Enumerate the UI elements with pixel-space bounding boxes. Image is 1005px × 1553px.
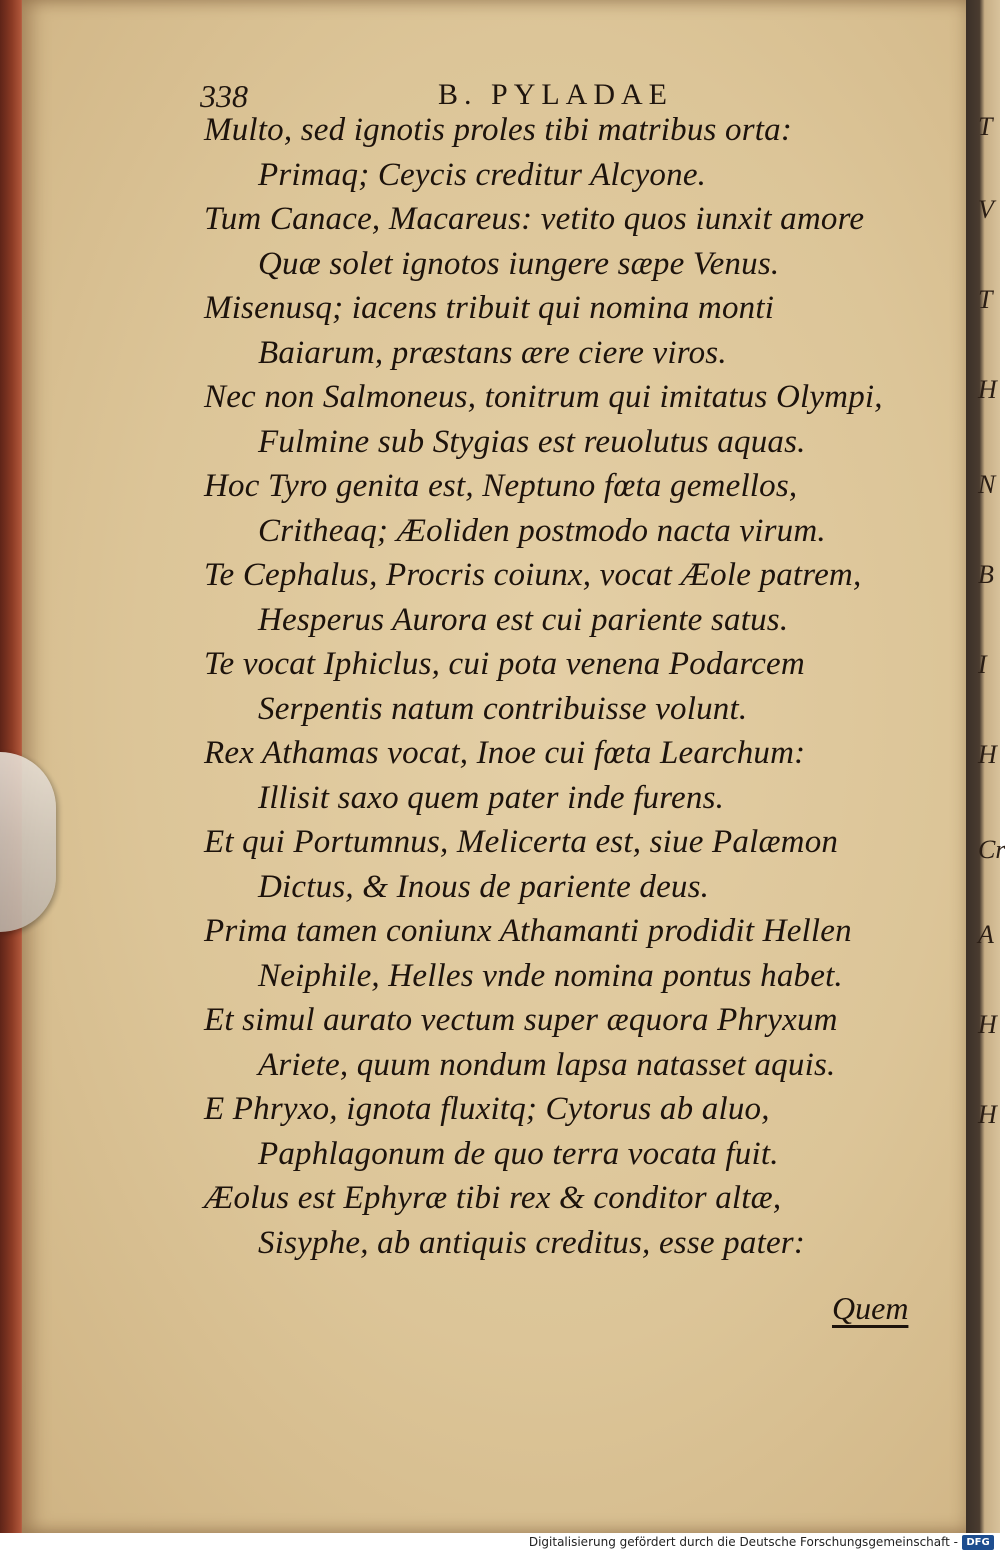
verse-line: Illisit saxo quem pater inde furens. xyxy=(258,779,725,816)
verse-line: Critheaq; Æoliden postmodo nacta virum. xyxy=(258,512,826,549)
running-head: B. PYLADAE xyxy=(438,78,674,111)
footer-bar xyxy=(0,1533,1000,1553)
verse-line: Baiarum, præstans ære ciere viros. xyxy=(258,334,727,371)
facing-page-glyph: I xyxy=(978,650,987,679)
verse-line: Fulmine sub Stygias est reuolutus aquas. xyxy=(258,423,806,460)
verse-line: Nec non Salmoneus, tonitrum qui imitatus Olympi, xyxy=(204,379,883,415)
verse-line: Prima tamen coniunx Athamanti prodidit Hellen xyxy=(204,913,852,949)
verse-line: Multo, sed ignotis proles tibi matribus orta: xyxy=(204,112,793,148)
verse-line: Sisyphe, ab antiquis creditus, esse pater: xyxy=(258,1224,806,1261)
verse-line: Neiphile, Helles vnde nomina pontus habet. xyxy=(258,957,843,994)
verse-line: Hesperus Aurora est cui pariente satus. xyxy=(258,601,789,638)
verse-line: Quæ solet ignotos iungere sæpe Venus. xyxy=(258,245,780,282)
verse-line: Rex Athamas vocat, Inoe cui fœta Learchum: xyxy=(204,735,806,771)
verse-line: E Phryxo, ignota fluxitq; Cytorus ab aluo, xyxy=(204,1091,770,1127)
verse-line: Misenusq; iacens tribuit qui nomina monti xyxy=(204,290,775,326)
facing-page-glyph: H xyxy=(978,1010,997,1039)
verse-line: Serpentis natum contribuisse volunt. xyxy=(258,690,748,727)
facing-page-glyph: T xyxy=(978,285,993,314)
verse-line: Tum Canace, Macareus: vetito quos iunxit amore xyxy=(204,201,865,237)
verse-line: Hoc Tyro genita est, Neptuno fœta gemellos, xyxy=(204,468,798,504)
facing-page-glyph: H xyxy=(978,740,997,769)
facing-page-glyph: T xyxy=(978,112,993,141)
facing-page-glyph: B xyxy=(978,560,994,589)
verse-line: Paphlagonum de quo terra vocata fuit. xyxy=(258,1135,779,1172)
verse-line: Et qui Portumnus, Melicerta est, siue Palæmon xyxy=(204,824,839,860)
dfg-logo: DFG xyxy=(962,1535,994,1550)
page-number: 338 xyxy=(200,78,248,114)
verse-line: Et simul aurato vectum super æquora Phryxum xyxy=(204,1002,838,1038)
facing-page-edge xyxy=(966,0,1005,1533)
verse-line: Primaq; Ceycis creditur Alcyone. xyxy=(258,156,707,193)
catchword: Quem xyxy=(832,1290,909,1326)
facing-page-glyph: H xyxy=(978,375,997,404)
facing-page-glyph: A xyxy=(978,920,994,949)
facing-page-glyph: N xyxy=(978,470,996,499)
verse-line: Æolus est Ephyræ tibi rex & conditor altæ, xyxy=(204,1180,782,1216)
facing-page-glyph: Cr xyxy=(978,835,1005,864)
verse-line: Dictus, & Inous de pariente deus. xyxy=(258,868,710,905)
facing-page-glyph: H xyxy=(978,1100,997,1129)
facing-page-glyph: V xyxy=(978,195,994,224)
page-clip xyxy=(0,752,56,932)
verse-line: Te vocat Iphiclus, cui pota venena Podarcem xyxy=(204,646,805,682)
footer-credit: Digitalisierung gefördert durch die Deutsche Forschungsgemeinschaft - xyxy=(528,1535,958,1549)
verse-line: Te Cephalus, Procris coiunx, vocat Æole patrem, xyxy=(204,557,862,593)
verse-line: Ariete, quum nondum lapsa natasset aquis. xyxy=(258,1046,836,1083)
